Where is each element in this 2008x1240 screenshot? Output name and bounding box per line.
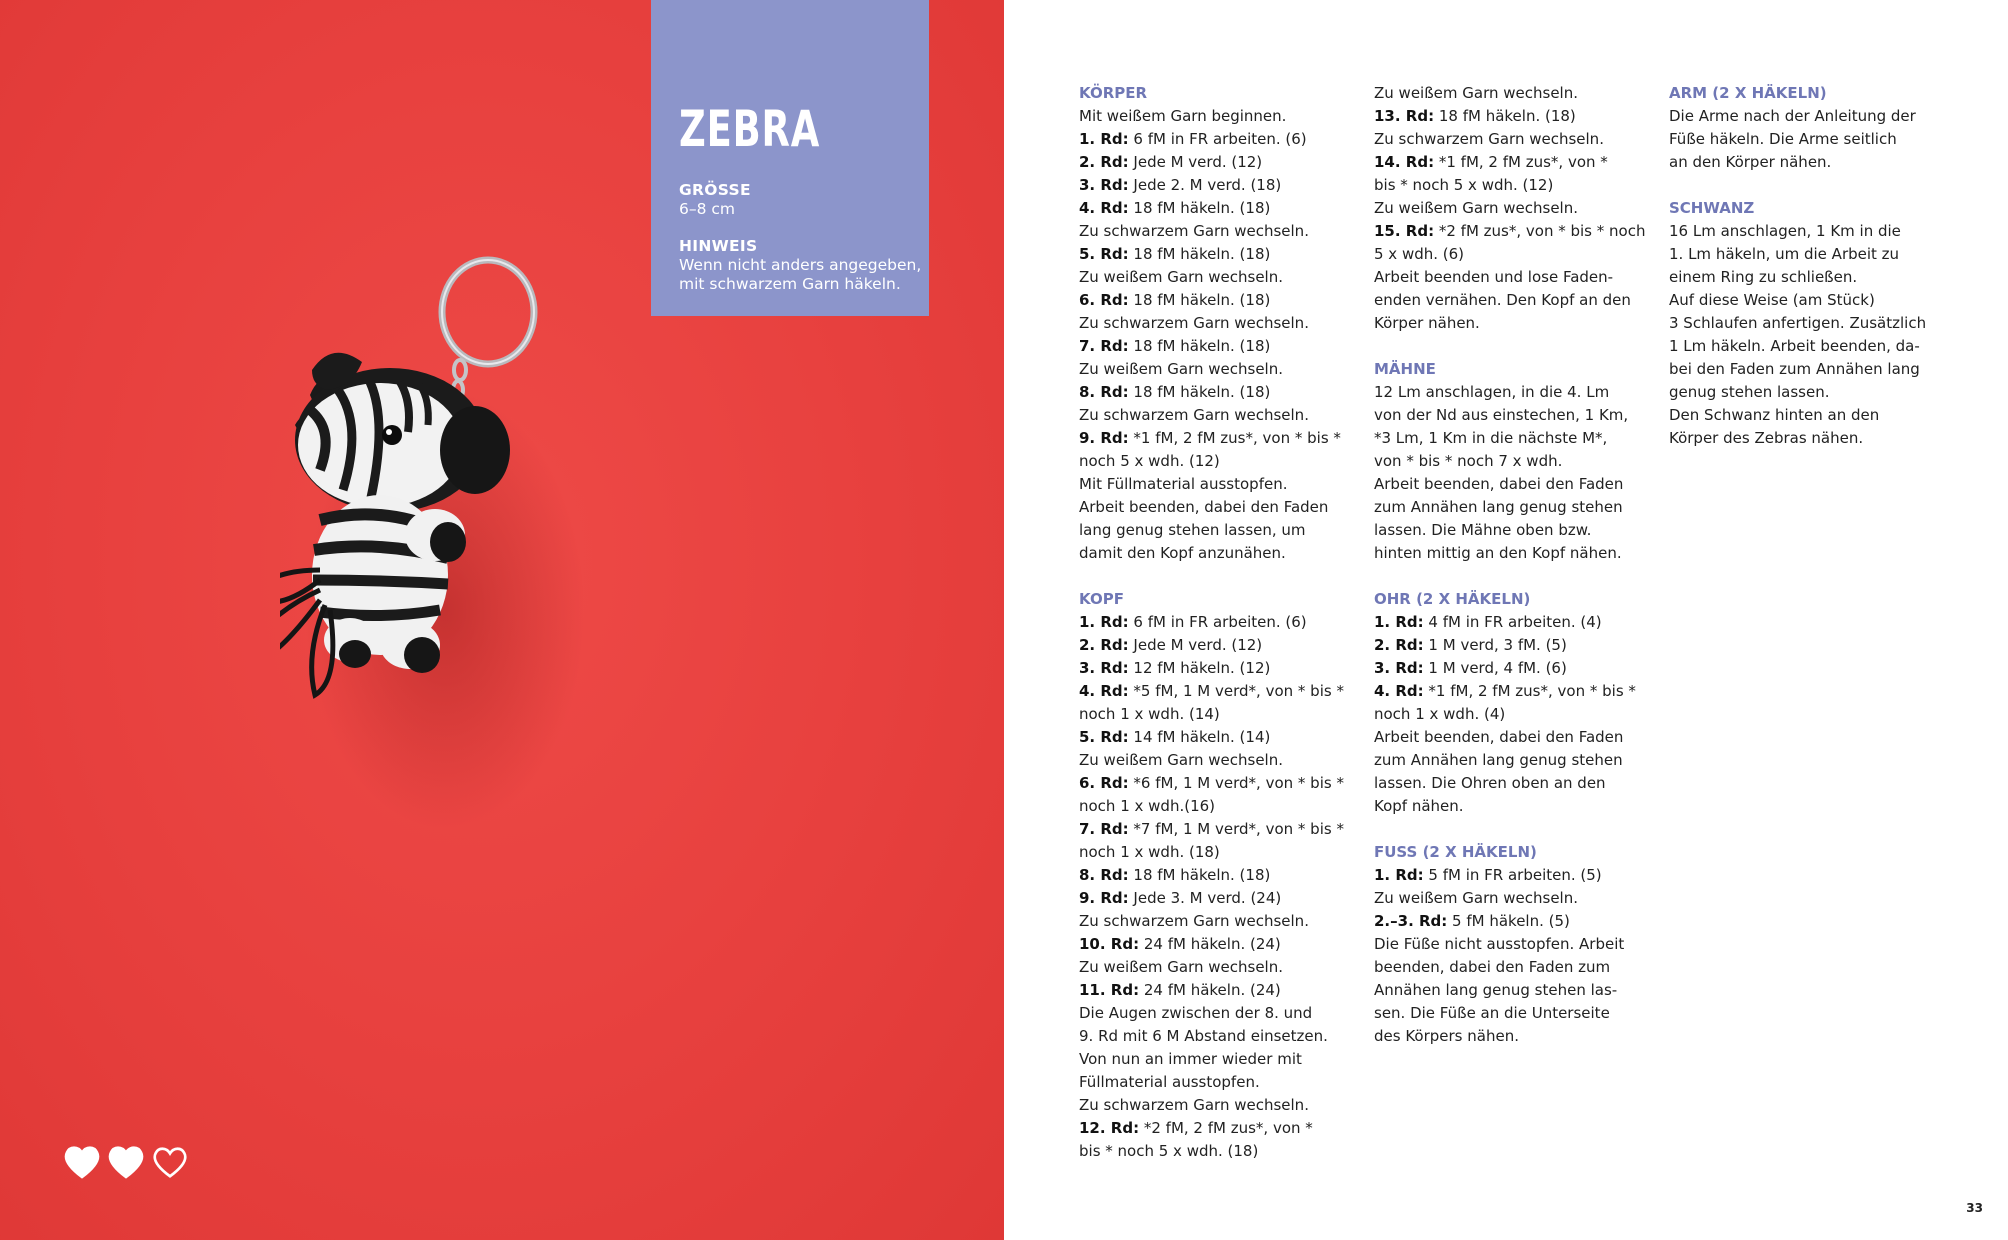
instruction-text: Die Arme nach der Anleitung der	[1669, 107, 1916, 125]
instruction-text: sen. Die Füße an die Unterseite	[1374, 1004, 1610, 1022]
instruction-text: 5 x wdh. (6)	[1374, 245, 1465, 263]
instruction-line	[1079, 1094, 1369, 1117]
instruction-text: *1 fM, 2 fM zus*, von * bis *	[1423, 682, 1636, 700]
instruction-line	[1374, 82, 1664, 105]
instruction-line	[1079, 1048, 1369, 1071]
instructions-column-3	[1669, 82, 1959, 450]
instruction-text: bei den Faden zum Annähen lang	[1669, 360, 1920, 378]
instruction-text: Zu weißem Garn wechseln.	[1374, 199, 1579, 217]
instruction-text: Arbeit beenden, dabei den Faden	[1374, 728, 1624, 746]
instruction-line	[1374, 542, 1664, 565]
page-number: 33	[1966, 1201, 1983, 1215]
instruction-text: 14 fM häkeln. (14)	[1128, 728, 1271, 746]
heart-filled-icon	[107, 1144, 145, 1180]
round-label: 5. Rd:	[1079, 245, 1129, 263]
round-label: 13. Rd:	[1374, 107, 1435, 125]
round-label: 5. Rd:	[1079, 728, 1129, 746]
instruction-line	[1374, 772, 1664, 795]
instruction-text: Jede 3. M verd. (24)	[1128, 889, 1282, 907]
instruction-line	[1079, 749, 1369, 772]
round-label: 6. Rd:	[1079, 774, 1129, 792]
instruction-line	[1079, 634, 1369, 657]
instruction-text: bis * noch 5 x wdh. (18)	[1079, 1142, 1259, 1160]
round-label: 1. Rd:	[1079, 130, 1129, 148]
instruction-line	[1374, 496, 1664, 519]
instruction-line	[1079, 174, 1369, 197]
round-label: 3. Rd:	[1079, 176, 1129, 194]
instruction-line	[1079, 243, 1369, 266]
round-label: 4. Rd:	[1374, 682, 1424, 700]
instruction-text: Zu weißem Garn wechseln.	[1079, 958, 1284, 976]
instruction-line	[1079, 312, 1369, 335]
instruction-text: genug stehen lassen.	[1669, 383, 1830, 401]
instruction-text: Arbeit beenden, dabei den Faden	[1079, 498, 1329, 516]
instruction-text: 1 M verd, 4 fM. (6)	[1423, 659, 1567, 677]
instruction-text: Körper des Zebras nähen.	[1669, 429, 1864, 447]
instruction-text: Zu weißem Garn wechseln.	[1079, 268, 1284, 286]
round-label: 2. Rd:	[1079, 636, 1129, 654]
instruction-line	[1374, 956, 1664, 979]
section-heading: ARM (2 X HÄKELN)	[1669, 84, 1827, 102]
difficulty-rating	[63, 1144, 189, 1180]
instruction-line	[1669, 427, 1959, 450]
heart-outline-icon	[151, 1144, 189, 1180]
instruction-text: 18 fM häkeln. (18)	[1128, 866, 1271, 884]
instruction-text: zum Annähen lang genug stehen	[1374, 498, 1623, 516]
note-line: Wenn nicht anders angegeben,	[679, 256, 922, 274]
instruction-line	[1079, 1025, 1369, 1048]
instruction-text: *1 fM, 2 fM zus*, von * bis *	[1128, 429, 1341, 447]
instruction-text: *2 fM zus*, von * bis * noch	[1434, 222, 1646, 240]
instruction-line	[1079, 220, 1369, 243]
instruction-text: 6 fM in FR arbeiten. (6)	[1128, 613, 1307, 631]
instruction-line	[1079, 772, 1369, 795]
instruction-line	[1079, 427, 1369, 450]
section-heading: KOPF	[1079, 590, 1124, 608]
instruction-text: *5 fM, 1 M verd*, von * bis *	[1128, 682, 1344, 700]
round-label: 1. Rd:	[1079, 613, 1129, 631]
instruction-text: *1 fM, 2 fM zus*, von *	[1434, 153, 1608, 171]
round-label: 2. Rd:	[1374, 636, 1424, 654]
instruction-line	[1079, 1117, 1369, 1140]
instruction-line	[1079, 1002, 1369, 1025]
round-label: 4. Rd:	[1079, 199, 1129, 217]
instruction-text: 18 fM häkeln. (18)	[1128, 199, 1271, 217]
round-label: 12. Rd:	[1079, 1119, 1140, 1137]
instruction-line	[1374, 427, 1664, 450]
instruction-text: 4 fM in FR arbeiten. (4)	[1423, 613, 1602, 631]
instruction-line	[1079, 542, 1369, 565]
instruction-line	[1374, 197, 1664, 220]
instruction-line	[1374, 473, 1664, 496]
instruction-line	[1669, 151, 1959, 174]
instruction-line	[1374, 910, 1664, 933]
size-value: 6–8 cm	[679, 200, 736, 218]
instruction-line	[1374, 450, 1664, 473]
instruction-text: hinten mittig an den Kopf nähen.	[1374, 544, 1622, 562]
instructions-page	[1004, 0, 2008, 1240]
instruction-text: Den Schwanz hinten an den	[1669, 406, 1880, 424]
instruction-text: Arbeit beenden, dabei den Faden	[1374, 475, 1624, 493]
instruction-text: Annähen lang genug stehen las-	[1374, 981, 1618, 999]
instruction-line	[1374, 105, 1664, 128]
instruction-line	[1079, 1140, 1369, 1163]
instruction-line	[1079, 841, 1369, 864]
round-label: 7. Rd:	[1079, 820, 1129, 838]
instruction-line	[1079, 358, 1369, 381]
instruction-text: noch 1 x wdh. (14)	[1079, 705, 1220, 723]
instruction-line	[1669, 404, 1959, 427]
instruction-line	[1374, 680, 1664, 703]
instruction-line	[1079, 726, 1369, 749]
instruction-line	[1669, 128, 1959, 151]
instruction-text: Jede M verd. (12)	[1128, 636, 1263, 654]
instruction-line	[1374, 795, 1664, 818]
instruction-line	[1079, 956, 1369, 979]
round-label: 1. Rd:	[1374, 613, 1424, 631]
section-heading: KÖRPER	[1079, 84, 1148, 102]
instruction-text: Zu weißem Garn wechseln.	[1079, 751, 1284, 769]
instruction-text: damit den Kopf anzunähen.	[1079, 544, 1286, 562]
instruction-line	[1669, 105, 1959, 128]
instruction-text: Füllmaterial ausstopfen.	[1079, 1073, 1260, 1091]
instruction-line	[1374, 289, 1664, 312]
round-label: 1. Rd:	[1374, 866, 1424, 884]
instruction-text: zum Annähen lang genug stehen	[1374, 751, 1623, 769]
instruction-text: 24 fM häkeln. (24)	[1139, 935, 1281, 953]
instruction-line	[1374, 864, 1664, 887]
round-label: 3. Rd:	[1079, 659, 1129, 677]
instruction-line	[1669, 312, 1959, 335]
instruction-text: Auf diese Weise (am Stück)	[1669, 291, 1875, 309]
round-label: 10. Rd:	[1079, 935, 1140, 953]
instruction-text: Die Augen zwischen der 8. und	[1079, 1004, 1313, 1022]
instruction-line	[1669, 335, 1959, 358]
pattern-title: ZEBRA	[679, 100, 821, 158]
instruction-line	[1374, 657, 1664, 680]
instruction-line	[1669, 266, 1959, 289]
instruction-text: Jede 2. M verd. (18)	[1128, 176, 1282, 194]
instruction-text: *6 fM, 1 M verd*, von * bis *	[1128, 774, 1344, 792]
instruction-line	[1374, 703, 1664, 726]
instruction-line	[1669, 289, 1959, 312]
instruction-text: *7 fM, 1 M verd*, von * bis *	[1128, 820, 1344, 838]
instruction-text: 1 M verd, 3 fM. (5)	[1423, 636, 1567, 654]
round-label: 11. Rd:	[1079, 981, 1140, 999]
round-label: 2.–3. Rd:	[1374, 912, 1448, 930]
instruction-line	[1374, 128, 1664, 151]
instruction-text: von * bis * noch 7 x wdh.	[1374, 452, 1563, 470]
instruction-line	[1079, 910, 1369, 933]
instruction-line	[1079, 450, 1369, 473]
instruction-line	[1669, 381, 1959, 404]
instruction-text: 18 fM häkeln. (18)	[1128, 337, 1271, 355]
instruction-line	[1374, 174, 1664, 197]
instruction-text: Zu schwarzem Garn wechseln.	[1079, 314, 1309, 332]
instruction-text: 18 fM häkeln. (18)	[1128, 245, 1271, 263]
instruction-line	[1374, 1025, 1664, 1048]
round-label: 6. Rd:	[1079, 291, 1129, 309]
instruction-line	[1079, 151, 1369, 174]
instruction-line	[1374, 611, 1664, 634]
instruction-line	[1374, 220, 1664, 243]
section-heading: SCHWANZ	[1669, 199, 1755, 217]
instruction-line	[1079, 611, 1369, 634]
instruction-text: Mit weißem Garn beginnen.	[1079, 107, 1287, 125]
instruction-line	[1374, 933, 1664, 956]
size-label: GRÖSSE	[679, 181, 751, 199]
round-label: 3. Rd:	[1374, 659, 1424, 677]
instruction-text: noch 1 x wdh. (18)	[1079, 843, 1220, 861]
instruction-text: Mit Füllmaterial ausstopfen.	[1079, 475, 1288, 493]
instruction-line	[1079, 519, 1369, 542]
instruction-text: enden vernähen. Den Kopf an den	[1374, 291, 1631, 309]
instruction-text: 5 fM häkeln. (5)	[1447, 912, 1570, 930]
note-label: HINWEIS	[679, 237, 758, 255]
instruction-line	[1669, 220, 1959, 243]
instruction-text: 12 fM häkeln. (12)	[1128, 659, 1271, 677]
instruction-line	[1374, 887, 1664, 910]
instruction-line	[1374, 979, 1664, 1002]
instruction-text: Füße häkeln. Die Arme seitlich	[1669, 130, 1897, 148]
instruction-line	[1374, 243, 1664, 266]
instruction-line	[1374, 726, 1664, 749]
section-heading: MÄHNE	[1374, 360, 1436, 378]
instruction-text: Zu schwarzem Garn wechseln.	[1079, 912, 1309, 930]
instruction-text: Zu schwarzem Garn wechseln.	[1079, 222, 1309, 240]
instruction-line	[1079, 496, 1369, 519]
instruction-line	[1079, 473, 1369, 496]
instruction-line	[1374, 151, 1664, 174]
instructions-column-2	[1374, 82, 1664, 1048]
round-label: 7. Rd:	[1079, 337, 1129, 355]
instruction-text: 6 fM in FR arbeiten. (6)	[1128, 130, 1307, 148]
instruction-line	[1079, 795, 1369, 818]
round-label: 8. Rd:	[1079, 383, 1129, 401]
instruction-text: von der Nd aus einstechen, 1 Km,	[1374, 406, 1629, 424]
instruction-line	[1079, 818, 1369, 841]
section-heading: FUSS (2 X HÄKELN)	[1374, 843, 1537, 861]
instruction-text: 3 Schlaufen anfertigen. Zusätzlich	[1669, 314, 1927, 332]
instruction-line	[1079, 680, 1369, 703]
round-label: 8. Rd:	[1079, 866, 1129, 884]
instruction-text: 1 Lm häkeln. Arbeit beenden, da-	[1669, 337, 1920, 355]
instruction-text: 18 fM häkeln. (18)	[1128, 383, 1271, 401]
instruction-text: einem Ring zu schließen.	[1669, 268, 1858, 286]
instruction-line	[1669, 243, 1959, 266]
instruction-text: noch 1 x wdh. (4)	[1374, 705, 1506, 723]
instruction-text: lassen. Die Mähne oben bzw.	[1374, 521, 1592, 539]
round-label: 15. Rd:	[1374, 222, 1435, 240]
round-label: 2. Rd:	[1079, 153, 1129, 171]
instruction-text: 12 Lm anschlagen, in die 4. Lm	[1374, 383, 1610, 401]
instruction-text: Von nun an immer wieder mit	[1079, 1050, 1302, 1068]
instruction-line	[1079, 105, 1369, 128]
instruction-line	[1079, 979, 1369, 1002]
zebra-keychain-photo	[280, 250, 680, 900]
instruction-text: 18 fM häkeln. (18)	[1434, 107, 1576, 125]
instruction-line	[1079, 1071, 1369, 1094]
instruction-text: *3 Lm, 1 Km in die nächste M*,	[1374, 429, 1608, 447]
instruction-line	[1374, 1002, 1664, 1025]
instruction-line	[1669, 358, 1959, 381]
instruction-text: 24 fM häkeln. (24)	[1139, 981, 1281, 999]
instruction-line	[1079, 703, 1369, 726]
instruction-text: Zu schwarzem Garn wechseln.	[1374, 130, 1604, 148]
instruction-text: beenden, dabei den Faden zum	[1374, 958, 1611, 976]
instruction-line	[1374, 381, 1664, 404]
instruction-text: an den Körper nähen.	[1669, 153, 1832, 171]
instruction-text: Jede M verd. (12)	[1128, 153, 1263, 171]
instruction-text: 1. Lm häkeln, um die Arbeit zu	[1669, 245, 1900, 263]
round-label: 14. Rd:	[1374, 153, 1435, 171]
instruction-line	[1079, 197, 1369, 220]
instruction-text: Kopf nähen.	[1374, 797, 1464, 815]
instruction-line	[1374, 404, 1664, 427]
instruction-text: bis * noch 5 x wdh. (12)	[1374, 176, 1554, 194]
instruction-line	[1374, 266, 1664, 289]
instruction-text: des Körpers nähen.	[1374, 1027, 1519, 1045]
instruction-line	[1079, 933, 1369, 956]
instruction-text: Zu schwarzem Garn wechseln.	[1079, 406, 1309, 424]
instruction-line	[1079, 657, 1369, 680]
instruction-text: lassen. Die Ohren oben an den	[1374, 774, 1606, 792]
instruction-line	[1079, 887, 1369, 910]
instruction-line	[1374, 749, 1664, 772]
instruction-line	[1079, 266, 1369, 289]
instruction-line	[1079, 864, 1369, 887]
note-line: mit schwarzem Garn häkeln.	[679, 275, 901, 293]
instruction-text: Zu weißem Garn wechseln.	[1079, 360, 1284, 378]
instruction-text: noch 5 x wdh. (12)	[1079, 452, 1220, 470]
instructions-column-1	[1079, 82, 1369, 1163]
round-label: 9. Rd:	[1079, 429, 1129, 447]
instruction-line	[1374, 519, 1664, 542]
key-ring-icon	[442, 260, 534, 364]
instruction-text: noch 1 x wdh.(16)	[1079, 797, 1216, 815]
instruction-text: Arbeit beenden und lose Faden-	[1374, 268, 1614, 286]
instruction-text: 18 fM häkeln. (18)	[1128, 291, 1271, 309]
instruction-text: Zu weißem Garn wechseln.	[1374, 84, 1579, 102]
instruction-text: lang genug stehen lassen, um	[1079, 521, 1306, 539]
round-label: 4. Rd:	[1079, 682, 1129, 700]
instruction-text: Zu schwarzem Garn wechseln.	[1079, 1096, 1309, 1114]
instruction-line	[1079, 381, 1369, 404]
instruction-line	[1079, 128, 1369, 151]
instruction-line	[1079, 289, 1369, 312]
heart-filled-icon	[63, 1144, 101, 1180]
instruction-line	[1374, 634, 1664, 657]
instruction-line	[1079, 404, 1369, 427]
instruction-text: *2 fM, 2 fM zus*, von *	[1139, 1119, 1313, 1137]
instruction-line	[1374, 312, 1664, 335]
instruction-text: Die Füße nicht ausstopfen. Arbeit	[1374, 935, 1625, 953]
instruction-text: 9. Rd mit 6 M Abstand einsetzen.	[1079, 1027, 1328, 1045]
instruction-text: Körper nähen.	[1374, 314, 1480, 332]
round-label: 9. Rd:	[1079, 889, 1129, 907]
instruction-line	[1079, 335, 1369, 358]
section-heading: OHR (2 X HÄKELN)	[1374, 590, 1531, 608]
title-box	[651, 0, 929, 316]
instruction-text: 16 Lm anschlagen, 1 Km in die	[1669, 222, 1901, 240]
instruction-text: Zu weißem Garn wechseln.	[1374, 889, 1579, 907]
instruction-text: 5 fM in FR arbeiten. (5)	[1423, 866, 1602, 884]
